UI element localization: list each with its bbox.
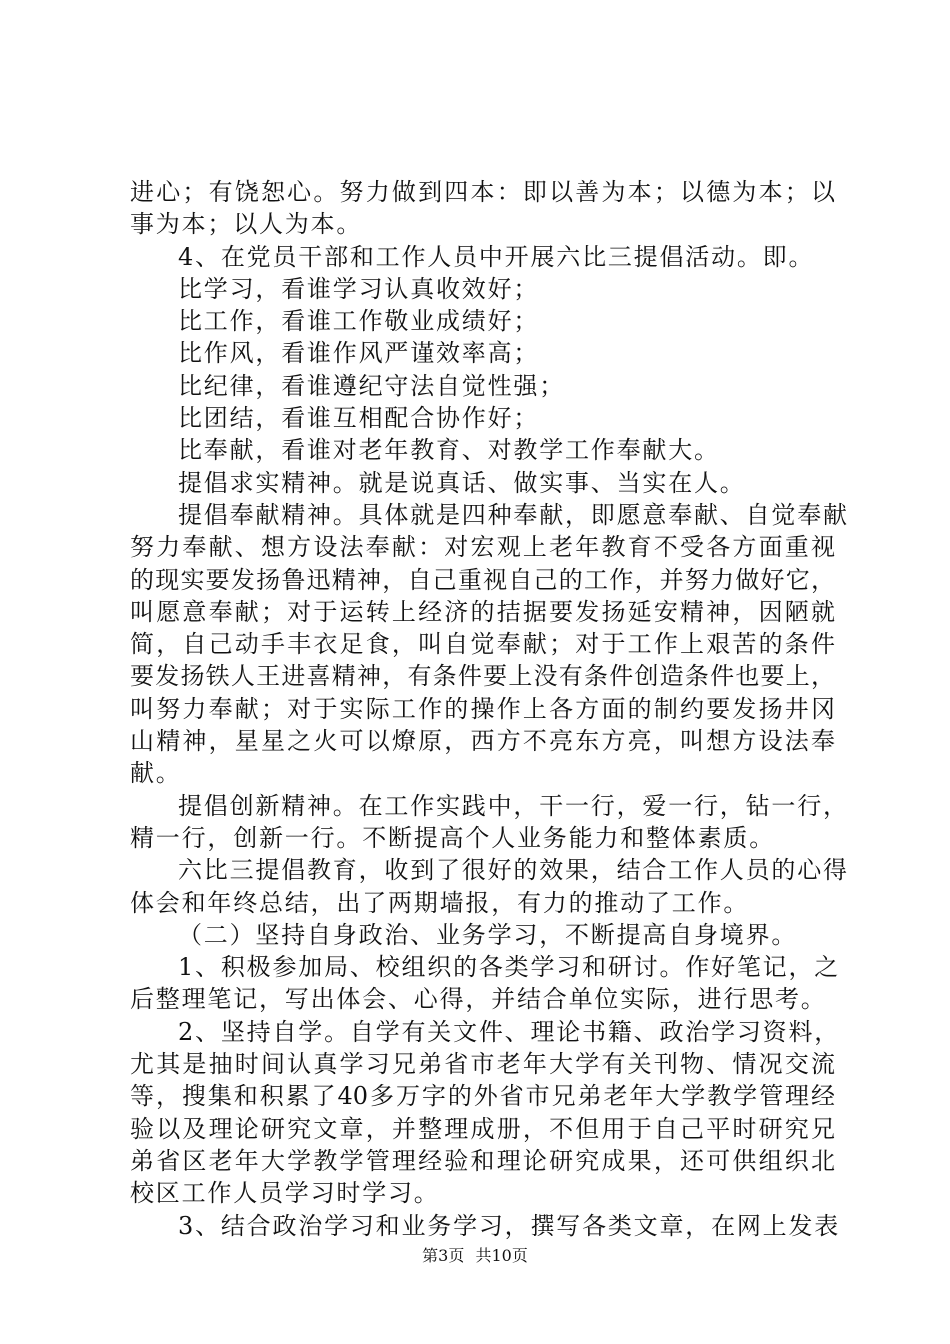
- text-line: 2、坚持自学。自学有关文件、理论书籍、政治学习资料，: [178, 1017, 841, 1046]
- text-line: 提倡求实精神。就是说真话、做实事、当实在人。: [178, 468, 746, 497]
- text-line: 山精神，星星之火可以燎原，西方不亮东方亮，叫想方设法奉: [130, 727, 835, 756]
- text-line: 精一行，创新一行。不断提高个人业务能力和整体素质。: [130, 823, 775, 852]
- text-line: 比学习，看谁学习认真收效好；: [178, 274, 540, 303]
- page-number: 第3页: [422, 1246, 465, 1265]
- text-line: 简，自己动手丰衣足食，叫自觉奉献；对于工作上艰苦的条件: [130, 630, 835, 659]
- text-line: 3、结合政治学习和业务学习，撰写各类文章，在网上发表: [178, 1211, 841, 1240]
- text-line: 等，搜集和积累了40多万字的外省市兄弟老年大学教学管理经: [130, 1082, 835, 1111]
- text-line: 后整理笔记，写出体会、心得，并结合单位实际，进行思考。: [130, 985, 827, 1014]
- document-body: [130, 176, 849, 1242]
- text-line: 验以及理论研究文章，并整理成册，不但用于自己平时研究兄: [130, 1114, 835, 1143]
- text-line: 比奉献，看谁对老年教育、对教学工作奉献大。: [178, 436, 720, 465]
- page-footer: [0, 1246, 950, 1266]
- text-line: 1、积极参加局、校组织的各类学习和研讨。作好笔记，之: [178, 953, 841, 982]
- text-line: 努力奉献、想方设法奉献：对宏观上老年教育不受各方面重视: [130, 533, 835, 562]
- text-line: （二）坚持自身政治、业务学习，不断提高自身境界。: [178, 920, 798, 949]
- text-line: 比团结，看谁互相配合协作好；: [178, 404, 540, 433]
- text-line: 尤其是抽时间认真学习兄弟省市老年大学有关刊物、情况交流: [130, 1050, 835, 1079]
- text-line: 比纪律，看谁遵纪守法自觉性强；: [178, 371, 565, 400]
- text-line: 叫愿意奉献；对于运转上经济的拮据要发扬延安精神，因陋就: [130, 597, 835, 626]
- text-line: 校区工作人员学习时学习。: [130, 1179, 440, 1208]
- text-line: 献。: [130, 759, 182, 788]
- text-line: 事为本；以人为本。: [130, 210, 363, 239]
- text-line: 4、在党员干部和工作人员中开展六比三提倡活动。即。: [178, 242, 815, 271]
- text-line: 体会和年终总结，出了两期墙报，有力的推动了工作。: [130, 888, 750, 917]
- text-line: 比作风，看谁作风严谨效率高；: [178, 339, 540, 368]
- text-line: 六比三提倡教育，收到了很好的效果，结合工作人员的心得: [178, 856, 849, 885]
- text-line: 要发扬铁人王进喜精神，有条件要上没有条件创造条件也要上，: [130, 662, 835, 691]
- text-line: 提倡奉献精神。具体就是四种奉献，即愿意奉献、自觉奉献: [178, 500, 849, 529]
- text-line: 进心；有饶恕心。努力做到四本：即以善为本；以德为本；以: [130, 178, 835, 206]
- text-line: 提倡创新精神。在工作实践中，干一行，爱一行，钻一行，: [178, 791, 849, 820]
- text-line: 叫努力奉献；对于实际工作的操作上各方面的制约要发扬井冈: [130, 694, 835, 723]
- text-line: 的现实要发扬鲁迅精神，自己重视自己的工作，并努力做好它，: [130, 565, 835, 594]
- text-line: 弟省区老年大学教学管理经验和理论研究成果，还可供组织北: [130, 1146, 835, 1175]
- page-total: 共10页: [475, 1246, 528, 1265]
- text-line: 比工作，看谁工作敬业成绩好；: [178, 307, 540, 336]
